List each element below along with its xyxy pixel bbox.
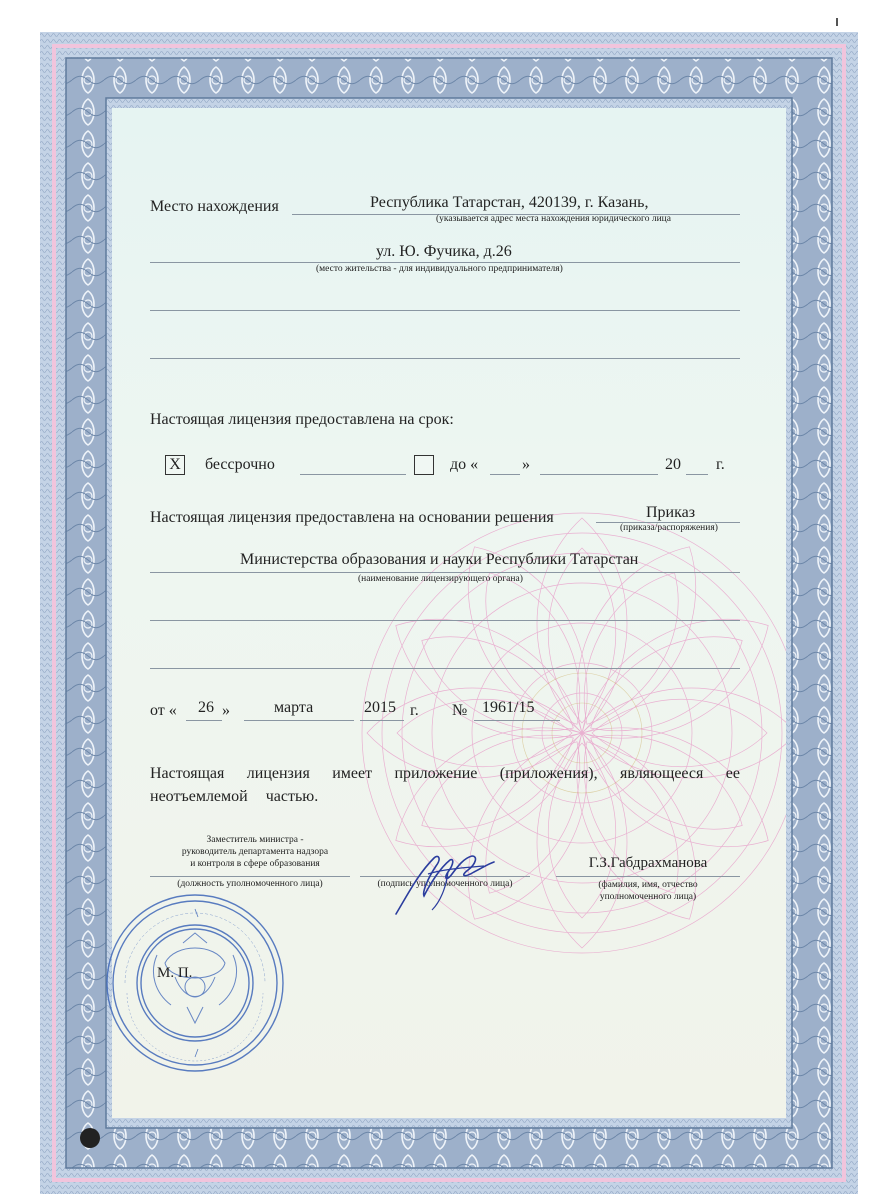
blank-line-1: [150, 310, 740, 311]
date-close: »: [222, 702, 230, 719]
location-label: Место нахождения: [150, 198, 279, 215]
appendix-line-2: неотъемлемой частью.: [150, 788, 319, 805]
blank-line-3: [150, 620, 740, 621]
date-day-line: [186, 720, 222, 721]
appendix-line-1: Настоящая лицензия имеет приложение (приложения), являющееся ее: [150, 765, 740, 782]
location-line-2: [150, 262, 740, 263]
position-line-1: Заместитель министра -: [206, 835, 304, 845]
authority-hint: (наименование лицензирующего органа): [358, 574, 523, 584]
location-hint-1: (указывается адрес места нахождения юридического лица: [436, 214, 671, 224]
date-day: 26: [198, 699, 214, 716]
until-quote-close: »: [522, 456, 530, 473]
date-year-line: [360, 720, 404, 721]
date-year: 2015: [364, 699, 396, 716]
date-month: марта: [274, 699, 314, 716]
authority-line: [150, 572, 740, 573]
term-label: Настоящая лицензия предоставлена на срок:: [150, 411, 454, 428]
name-hint-2: уполномоченного лица): [599, 892, 697, 902]
position-hint: (должность уполномоченного лица): [177, 879, 323, 889]
authority-name: Министерства образования и науки Республики Татарстан: [240, 551, 639, 568]
until-year-line: [686, 474, 708, 475]
until-year-suffix: г.: [716, 456, 725, 473]
location-address-1: Республика Татарстан, 420139, г. Казань,: [370, 194, 649, 211]
signatory-name: Г.З.Габдрахманова: [588, 855, 708, 871]
date-month-line: [244, 720, 354, 721]
decision-type: Приказ: [646, 504, 696, 521]
date-from: от «: [150, 702, 177, 719]
until-month-line: [540, 474, 658, 475]
until-checkbox: [414, 455, 434, 475]
number-line: [474, 720, 560, 721]
position-line: [150, 876, 350, 877]
location-hint-2: (место жительства - для индивидуального предпринимателя): [316, 264, 563, 274]
position-line-2: руководитель департамента надзора: [181, 847, 329, 857]
date-year-suffix: г.: [410, 702, 419, 719]
position-line-3: и контроля в сфере образования: [190, 859, 320, 869]
order-number: 1961/15: [482, 699, 535, 716]
blank-line-4: [150, 668, 740, 669]
indefinite-checkbox: Х: [165, 455, 185, 475]
seal-mp-label: М. П.: [157, 965, 193, 981]
location-address-2: ул. Ю. Фучика, д.26: [376, 243, 512, 260]
until-label: до «: [450, 456, 479, 473]
official-seal: [100, 888, 290, 1078]
signature-hint: (подпись уполномоченного лица): [377, 879, 513, 889]
number-sign: №: [452, 702, 468, 719]
until-day-line: [490, 474, 520, 475]
decision-hint: (приказа/распоряжения): [620, 523, 718, 533]
basis-label: Настоящая лицензия предоставлена на основании решения: [150, 509, 554, 526]
handwritten-signature: [388, 844, 508, 924]
hole-punch: [80, 1128, 100, 1148]
blank-line-2: [150, 358, 740, 359]
name-line: [556, 876, 740, 877]
name-hint-1: (фамилия, имя, отчество: [598, 880, 698, 890]
scan-mark: [836, 18, 838, 26]
indefinite-line: [300, 474, 406, 475]
indefinite-label: бессрочно: [205, 456, 275, 473]
until-year-prefix: 20: [665, 456, 681, 473]
